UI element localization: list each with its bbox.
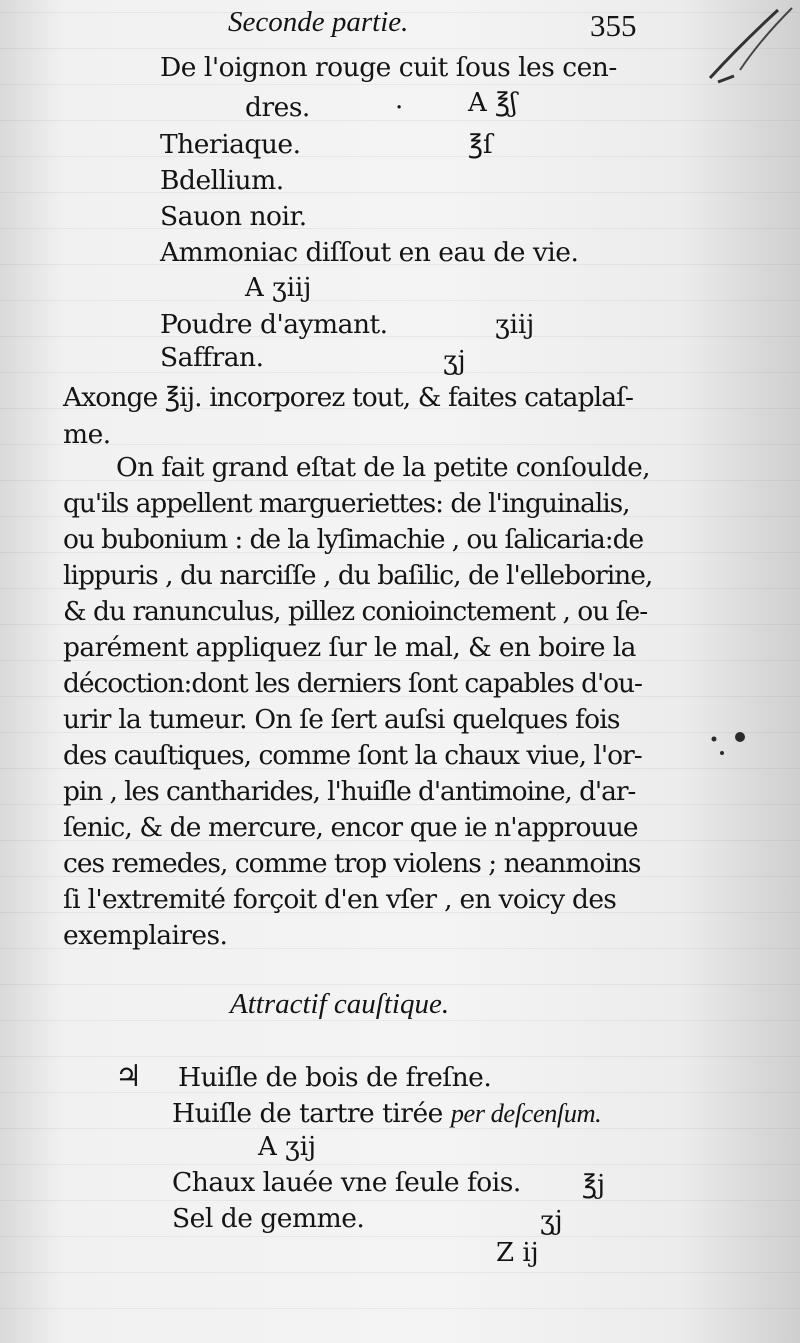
paragraph-line: ou bubonium : de la lyſimachie , ou ſalicaria:de [63,524,644,555]
recipe1-line-dres: dres. [245,92,310,123]
dose-sel: ʒj [540,1206,563,1236]
paragraph-line: lippuris , du narciſſe , du baſilic, de l'elleborine, [63,560,653,591]
recipe1-line-theriaque: Theriaque. [160,129,301,160]
margin-ink-spots [700,725,760,765]
paragraph-line: qu'ils appellent margueriettes: de l'inguinalis, [63,488,630,519]
paragraph-line: ſi l'extremité forçoit d'en vſer , en voicy des [63,884,617,915]
recipe2-line-freſne: Huiſle de bois de freſne. [178,1062,492,1093]
paragraph-line: ſenic, & de mercure, encor que ie n'approuue [63,812,638,843]
tartre-italic: per deſcenſum. [450,1098,602,1128]
running-title: Seconde partie. [228,6,409,38]
paragraph-line: & du ranunculus, pillez conioinctement , ou ſe- [63,596,648,627]
recipe1-line-poudre: Poudre d'aymant. [160,309,388,340]
recipe2-line-tartre [172,1100,601,1128]
dose-dres: A ℥ʃ [468,88,518,118]
recipe-symbol-icon: ♃ [115,1059,142,1094]
dose-chaux: ℥j [582,1170,606,1200]
paragraph-line: On fait grand eſtat de la petite conſoulde, [116,452,650,483]
margin-pen-strokes [700,0,800,90]
recipe2-line-sel: Sel de gemme. [172,1203,365,1234]
paragraph-line: exemplaires. [63,920,228,951]
paragraph-line: pin , les cantharides, l'huiſle d'antimoine, d'ar- [63,776,636,807]
recipe1-line-ammoniac: Ammoniac diſſout en eau de vie. [160,237,579,268]
paragraph-line: urir la tumeur. On ſe ſert auſsi quelques fois [63,704,620,735]
axonge-line-end: me. [63,419,111,450]
recipe1-line-saffran: Saffran. [160,342,264,373]
dose-tartre: A ʒij [258,1132,317,1162]
page-number: 355 [590,8,637,43]
paragraph-line: parément appliquez ſur le mal, & en boire la [63,632,636,663]
dose-poudre: ʒiij [495,310,535,340]
dose-saffran: ʒj [443,346,466,376]
paragraph-line: décoction:dont les derniers ſont capables d'ou- [63,668,642,699]
dose-theriaque: ℥ſ [468,130,493,160]
catchword: Z ij [496,1238,539,1268]
paragraph-line: ces remedes, comme trop violens ; neanmoins [63,848,641,879]
dose-ammoniac: A ʒiij [245,273,312,303]
recipe-title: Attractif cauſtique. [230,988,450,1020]
recipe1-line-sauon: Sauon noir. [160,201,307,232]
recipe1-line-bdellium: Bdellium. [160,165,284,196]
axonge-line: Axonge ℥ij. incorporez tout, & faites cataplaſ- [63,382,634,413]
recipe2-line-chaux: Chaux lauée vne ſeule fois. [172,1167,521,1198]
paragraph-line: des cauſtiques, comme ſont la chaux viue, l'or- [63,740,642,771]
recipe1-line-oignon: De l'oignon rouge cuit ſous les cen- [160,52,617,83]
tartre-plain: Huiſle de tartre tirée [172,1098,451,1129]
dres-dot: · [395,93,404,123]
